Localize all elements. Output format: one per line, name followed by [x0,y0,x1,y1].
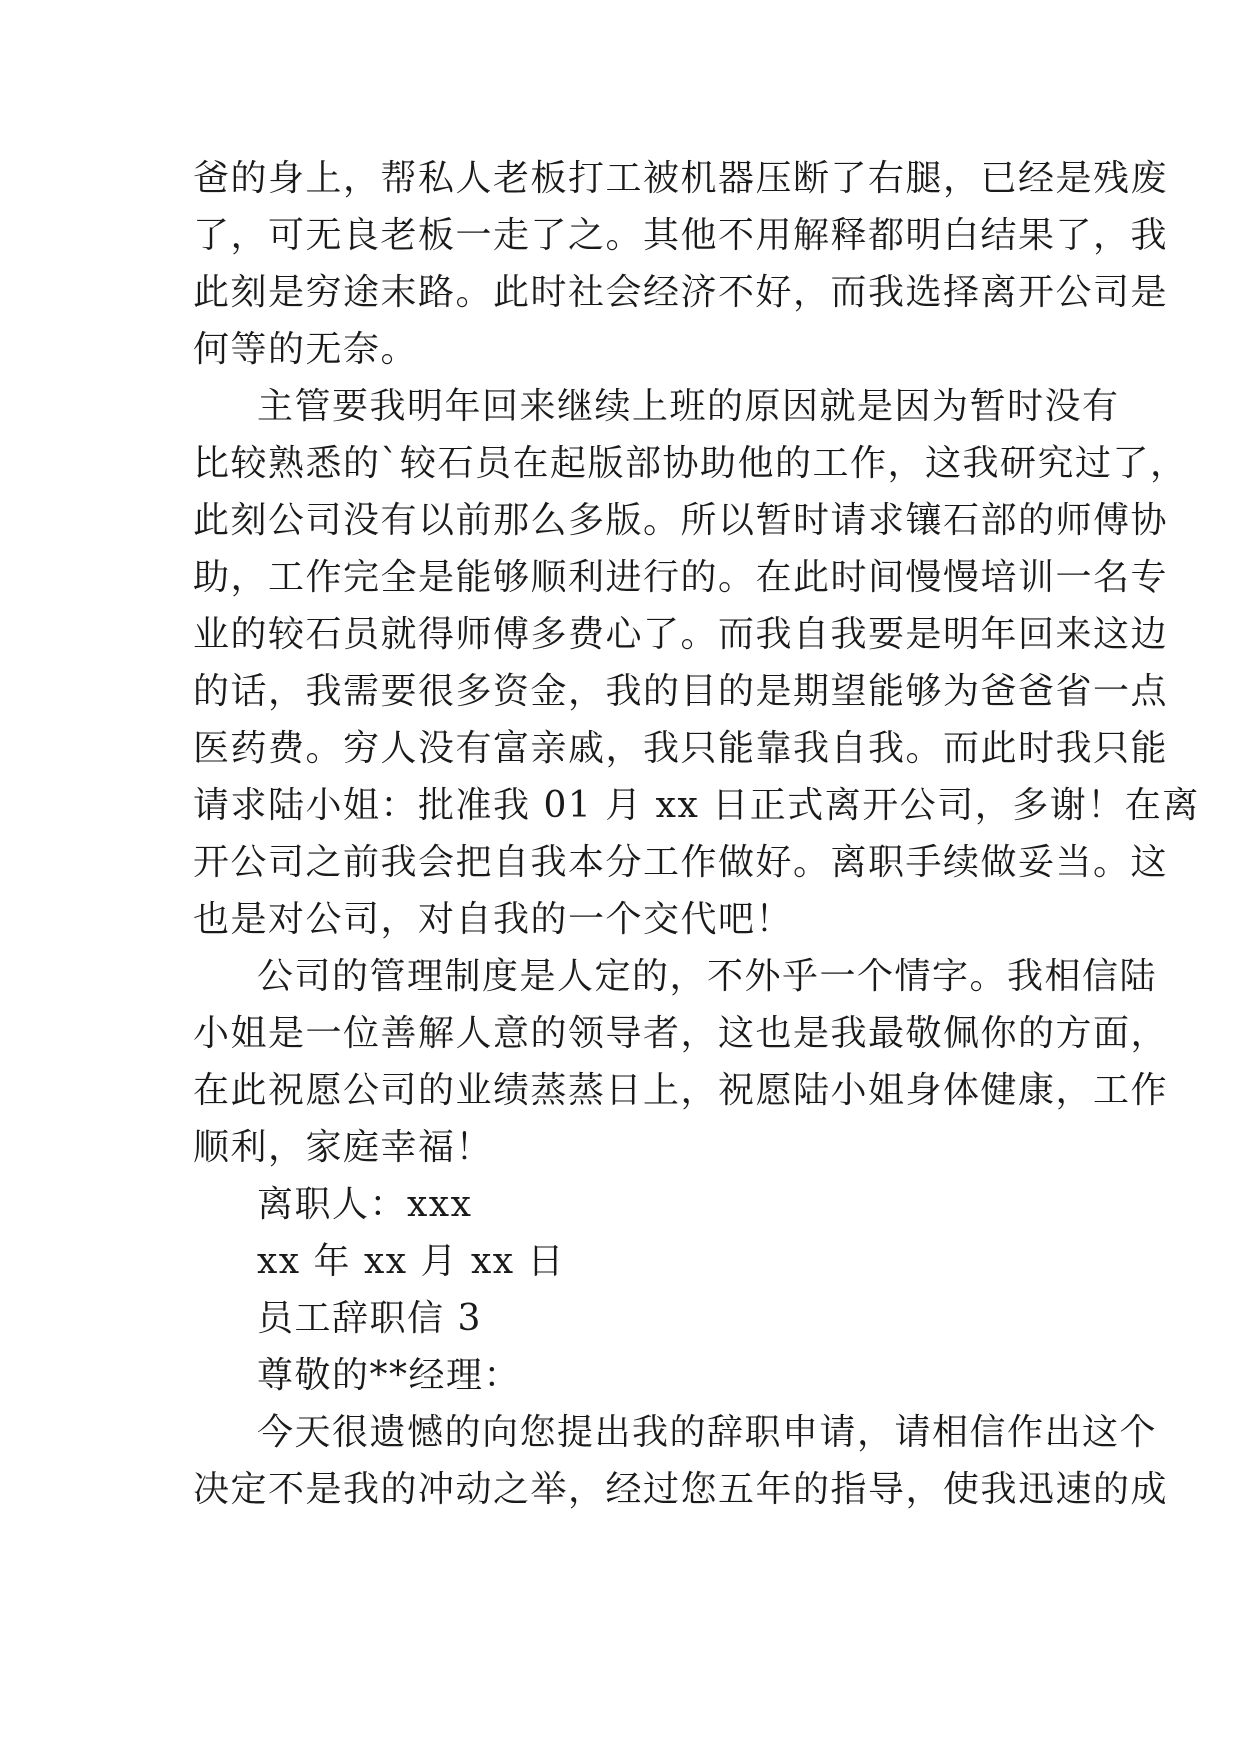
text-line: 请求陆小姐：批准我 01 月 xx 日正式离开公司，多谢！在离 [193,785,1200,826]
text-line: 此刻是穷途末路。此时社会经济不好，而我选择离开公司是 [193,272,1169,313]
text-line: 此刻公司没有以前那么多版。所以暂时请求镶石部的师傅协 [193,500,1169,541]
text-line: 开公司之前我会把自我本分工作做好。离职手续做妥当。这 [193,842,1169,883]
paragraph-start-line: 主管要我明年回来继续上班的原因就是因为暂时没有 [257,386,1120,427]
text-line: 比较熟悉的`较石员在起版部协助他的工作，这我研究过了， [193,443,1188,484]
text-line: 也是对公司，对自我的一个交代吧！ [193,899,794,940]
text-line: 的话，我需要很多资金，我的目的是期望能够为爸爸省一点 [193,671,1169,712]
document-body [193,150,1200,1518]
signature-date: xx 年 xx 月 xx 日 [257,1241,566,1282]
text-line: 决定不是我的冲动之举，经过您五年的指导，使我迅速的成 [193,1469,1169,1510]
paragraph-start-line: 公司的管理制度是人定的，不外乎一个情字。我相信陆 [257,956,1158,997]
text-line: 业的较石员就得师傅多费心了。而我自我要是明年回来这边 [193,614,1169,655]
salutation: 尊敬的**经理： [257,1355,522,1396]
text-line: 了，可无良老板一走了之。其他不用解释都明白结果了，我 [193,215,1169,256]
text-line: 爸的身上，帮私人老板打工被机器压断了右腿，已经是残废 [193,158,1169,199]
text-line: 在此祝愿公司的业绩蒸蒸日上，祝愿陆小姐身体健康，工作 [193,1070,1169,1111]
section-heading: 员工辞职信 3 [257,1298,482,1339]
text-line: 顺利，家庭幸福！ [193,1127,494,1168]
paragraph-start-line: 今天很遗憾的向您提出我的辞职申请，请相信作出这个 [257,1412,1158,1453]
signature-name: 离职人：xxx [257,1184,473,1225]
text-line: 何等的无奈。 [193,329,419,370]
text-line: 医药费。穷人没有富亲戚，我只能靠我自我。而此时我只能 [193,728,1169,769]
text-line: 小姐是一位善解人意的领导者，这也是我最敬佩你的方面， [193,1013,1169,1054]
text-line: 助，工作完全是能够顺利进行的。在此时间慢慢培训一名专 [193,557,1169,598]
